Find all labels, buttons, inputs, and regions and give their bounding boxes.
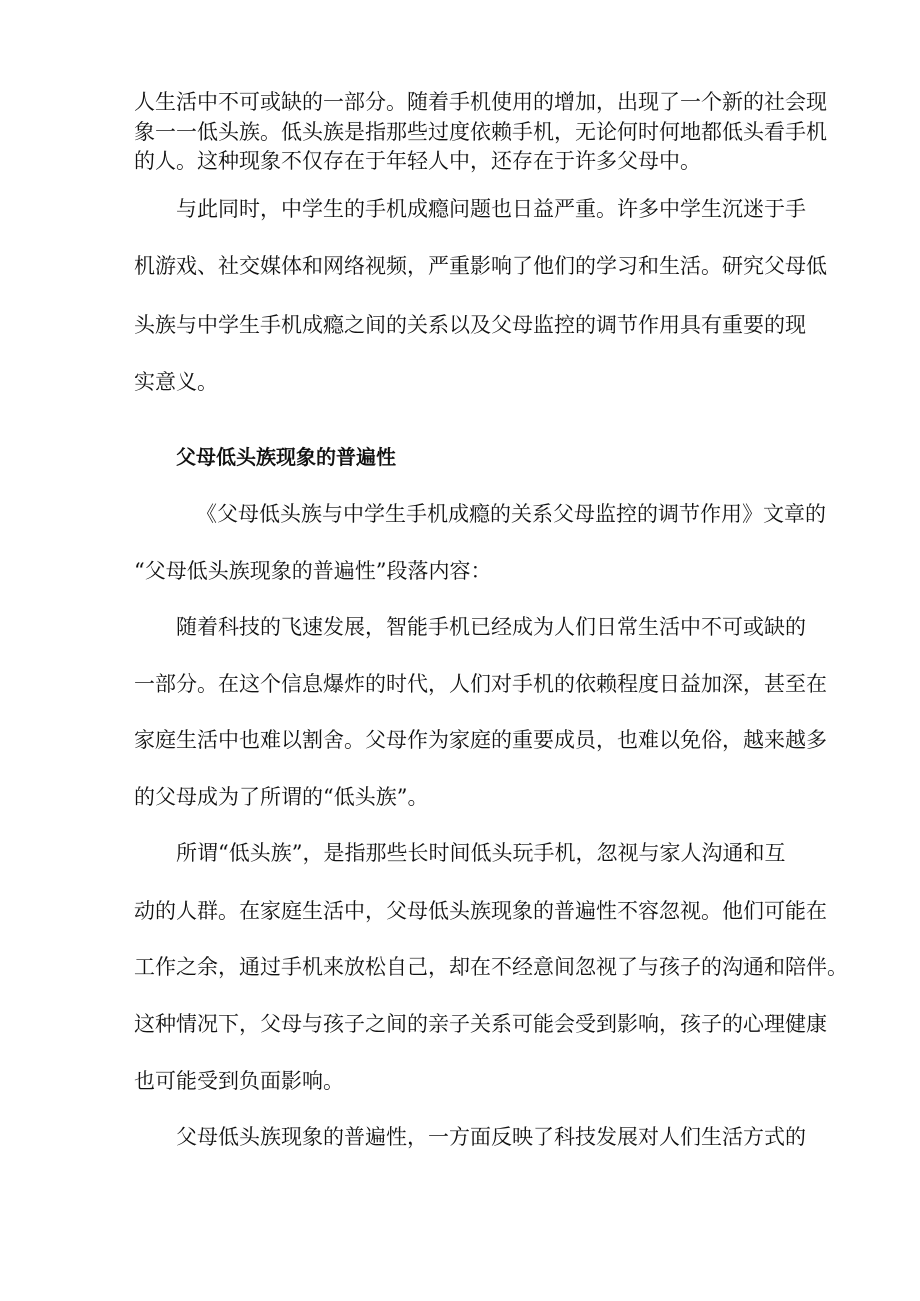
para4-line-4: 这种情况下，父母与孩子之间的亲子关系可能会受到影响，孩子的心理健康: [134, 1012, 827, 1036]
intro-line-1: 人生活中不可或缺的一部分。随着手机使用的增加，出现了一个新的社会现: [134, 90, 827, 114]
para2-line-1: 与此同时，中学生的手机成瘾问题也日益严重。许多中学生沉迷于手: [176, 197, 806, 221]
para2-line-4: 实意义。: [134, 370, 218, 394]
para4-line-2: 动的人群。在家庭生活中，父母低头族现象的普遍性不容忽视。他们可能在: [134, 899, 827, 923]
para4-line-5: 也可能受到负面影响。: [134, 1069, 344, 1093]
para4-line-1: 所谓“低头族”，是指那些长时间低头玩手机，忽视与家人沟通和互: [176, 841, 786, 865]
para3-line-3: 家庭生活中也难以割舍。父母作为家庭的重要成员，也难以免俗，越来越多: [134, 728, 827, 752]
intro-line-2: 象一一低头族。低头族是指那些过度依赖手机，无论何时何地都低头看手机: [134, 120, 827, 144]
intro-line-3: 的人。这种现象不仅存在于年轻人中，还存在于许多父母中。: [134, 149, 701, 173]
para5-line-1: 父母低头族现象的普遍性，一方面反映了科技发展对人们生活方式的: [176, 1125, 806, 1149]
para3-line-2: 一部分。在这个信息爆炸的时代，人们对手机的依赖程度日益加深，甚至在: [134, 672, 827, 696]
quote-line-1: 《父母低头族与中学生手机成瘾的关系父母监控的调节作用》文章的: [196, 502, 826, 526]
para4-line-3: 工作之余，通过手机来放松自己，却在不经意间忽视了与孩子的沟通和陪伴。: [134, 955, 848, 979]
section-heading: 父母低头族现象的普遍性: [176, 445, 396, 469]
para3-line-4: 的父母成为了所谓的“低头族”。: [134, 785, 429, 809]
para3-line-1: 随着科技的飞速发展，智能手机已经成为人们日常生活中不可或缺的: [176, 615, 806, 639]
quote-line-2: “父母低头族现象的普遍性”段落内容：: [134, 559, 492, 583]
para2-line-2: 机游戏、社交媒体和网络视频，严重影响了他们的学习和生活。研究父母低: [134, 254, 827, 278]
para2-line-3: 头族与中学生手机成瘾之间的关系以及父母监控的调节作用具有重要的现: [134, 313, 806, 337]
